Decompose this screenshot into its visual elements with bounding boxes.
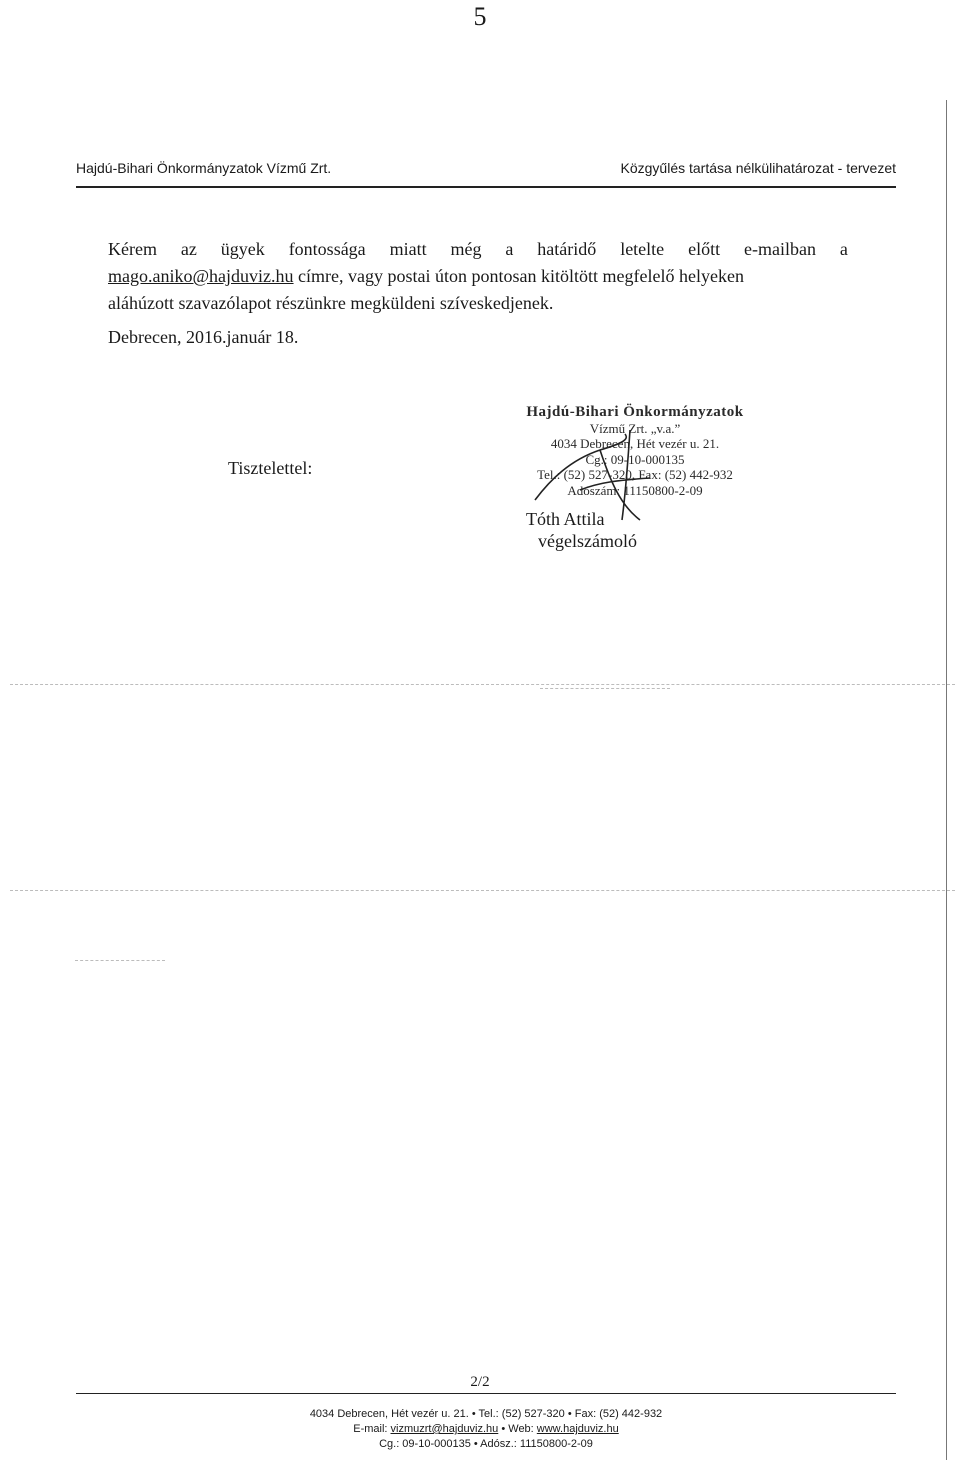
- date-line: Debrecen, 2016.január 18.: [108, 327, 299, 347]
- header-divider: [76, 186, 896, 188]
- footer-web-label: • Web:: [498, 1423, 537, 1435]
- stamp-line: Adószám: 11150800-2-09: [567, 482, 703, 498]
- word: letelte: [620, 239, 665, 259]
- word: még: [450, 239, 482, 259]
- stamp-org: Hajdú-Bihari Önkormányzatok: [526, 404, 744, 420]
- scan-artifact-line: [10, 684, 955, 685]
- body-line-1: [108, 236, 848, 263]
- stamp-line: Cg.: 09-10-000135: [585, 451, 685, 467]
- footer-address: 4034 Debrecen, Hét vezér u. 21. • Tel.: (52) 527-320 • Fax: (52) 442-932: [309, 1408, 663, 1420]
- word: az: [180, 239, 197, 259]
- header-title: Közgyűlés tartása nélkülihatározat - tervezet: [620, 160, 896, 176]
- stamp-line: Tel.: (52) 527-320, Fax: (52) 442-932: [537, 467, 733, 482]
- body-paragraph: [108, 236, 848, 317]
- footer-email-link[interactable]: vizmuzrt@hajduviz.hu: [390, 1423, 499, 1435]
- footer-web-link[interactable]: www.hajduviz.hu: [536, 1423, 619, 1435]
- body-line-2: [108, 263, 848, 290]
- footer-divider: [76, 1393, 896, 1394]
- word: ügyek: [220, 239, 265, 259]
- header-company: Hajdú-Bihari Önkormányzatok Vízmű Zrt.: [76, 160, 332, 176]
- word: e-mailban: [743, 239, 816, 259]
- scan-artifact-line: [540, 688, 670, 689]
- footer-registry: Cg.: 09-10-000135 • Adósz.: 11150800-2-09: [379, 1438, 593, 1450]
- word: előtt: [688, 239, 721, 259]
- signer-name: Tóth Attila: [526, 509, 605, 529]
- scan-artifact-line: [10, 890, 955, 891]
- footer-contact-line: [76, 1422, 896, 1437]
- word: a: [505, 239, 514, 259]
- footer-contact: [76, 1407, 896, 1452]
- email-link[interactable]: mago.aniko@hajduviz.hu: [108, 266, 294, 286]
- word: Kérem: [108, 239, 157, 259]
- word: határidő: [537, 239, 597, 259]
- page-edge-line: [946, 100, 947, 1460]
- scan-artifact-line: [75, 960, 165, 961]
- footer-email-label: E-mail:: [353, 1423, 391, 1435]
- page-number: 5: [473, 2, 487, 31]
- stamp-line: Vízmű Zrt. „v.a.”: [589, 420, 681, 436]
- signer-title: végelszámoló: [538, 531, 637, 551]
- stamp-line: 4034 Debrecen, Hét vezér u. 21.: [550, 436, 720, 451]
- closing-greeting: Tisztelettel:: [228, 458, 313, 478]
- footer-page-indicator: 2/2: [470, 1374, 490, 1390]
- word: fontossága: [288, 239, 366, 259]
- body-line-2-text: címre, vagy postai úton pontosan kitöltött megfelelő helyeken: [293, 266, 744, 286]
- body-line-3: aláhúzott szavazólapot részünkre megküldeni szíveskedjenek.: [108, 293, 554, 313]
- word: miatt: [389, 239, 427, 259]
- word: a: [839, 239, 848, 259]
